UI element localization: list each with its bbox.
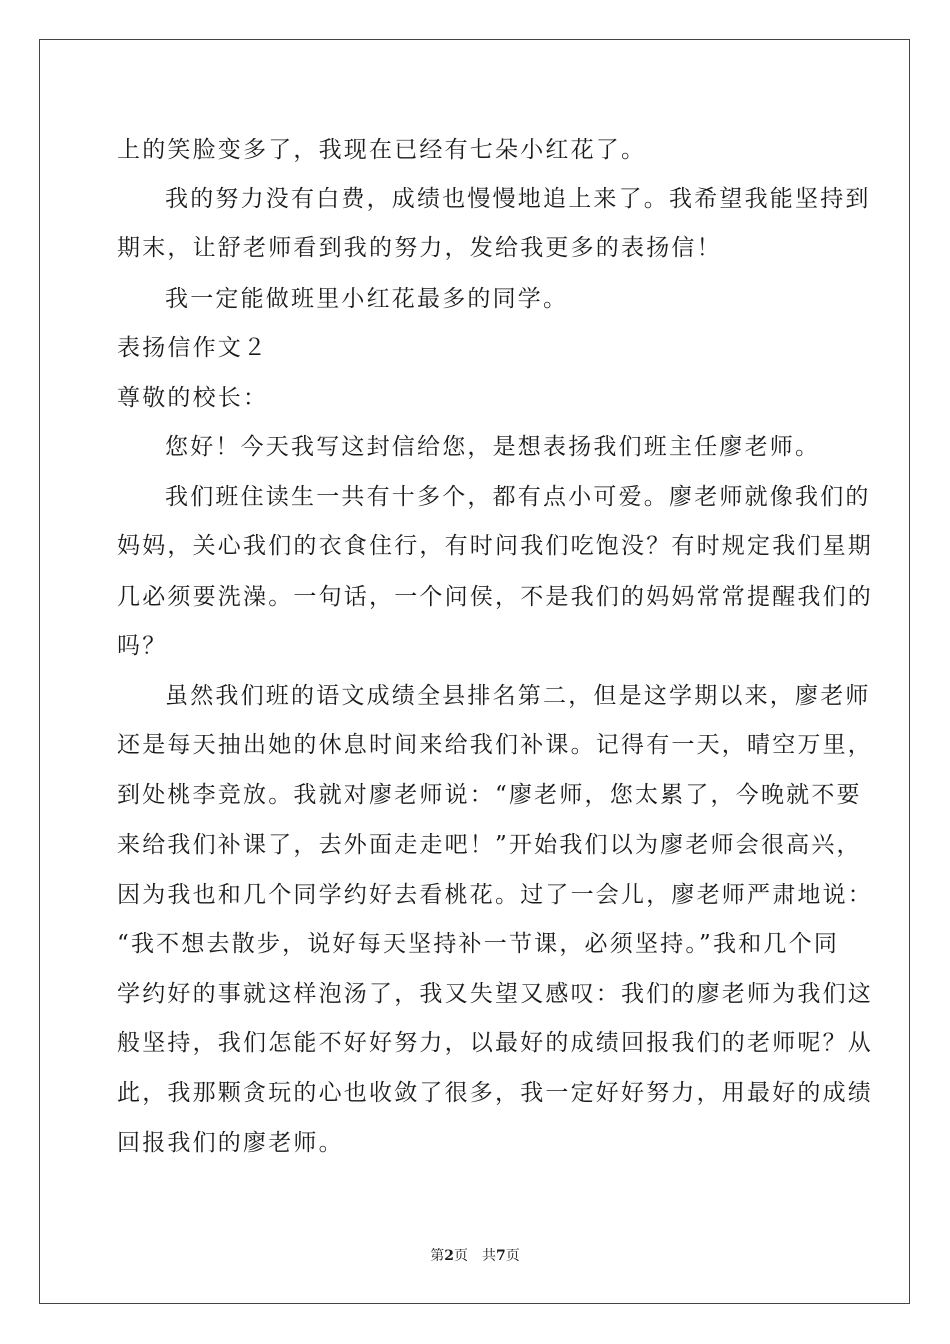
page-number: 2 [444,1248,454,1264]
paragraph-line: 妈妈，关心我们的衣食住行，有时问我们吃饱没？有时规定我们星期 [117,533,873,559]
page-footer [0,1247,950,1265]
paragraph-line: 还是每天抽出她的休息时间来给我们补课。记得有一天，晴空万里， [117,732,873,758]
paragraph-line: 吗？ [117,633,168,659]
paragraph-line: 我的努力没有白费，成绩也慢慢地追上来了。我希望我能坚持到 [165,186,871,212]
paragraph-line: 虽然我们班的语文成绩全县排名第二，但是这学期以来，廖老师 [165,683,871,709]
paragraph-line: 学约好的事就这样泡汤了，我又失望又感叹：我们的廖老师为我们这 [117,981,873,1007]
paragraph-line: 您好！今天我写这封信给您，是想表扬我们班主任廖老师。 [165,434,821,460]
paragraph-line: “我不想去散步，说好每天坚持补一节课，必须坚持。”我和几个同 [117,931,840,957]
page-prefix: 第 [430,1248,445,1264]
paragraph-line: 此，我那颗贪玩的心也收敛了很多，我一定好好努力，用最好的成绩 [117,1080,873,1106]
page-border [39,39,910,1304]
section-heading: 表扬信作文２ [117,335,269,361]
paragraph-line: 因为我也和几个同学约好去看桃花。过了一会儿，廖老师严肃地说： [117,882,873,908]
page-suffix: 页 [454,1248,468,1264]
paragraph-line: 我一定能做班里小红花最多的同学。 [165,286,569,312]
paragraph-line: 来给我们补课了，去外面走走吧！”开始我们以为廖老师会很高兴， [117,832,862,858]
paragraph-line: 我们班住读生一共有十多个，都有点小可爱。廖老师就像我们的 [165,484,871,510]
paragraph-line: 回报我们的廖老师。 [117,1130,344,1156]
paragraph-line: 期末，让舒老师看到我的努力，发给我更多的表扬信！ [117,235,722,261]
salutation: 尊敬的校长： [117,385,269,411]
total-suffix: 页 [505,1248,520,1264]
paragraph-line: 般坚持，我们怎能不好好努力，以最好的成绩回报我们的老师呢？从 [117,1030,873,1056]
paragraph-line: 几必须要洗澡。一句话，一个问侯，不是我们的妈妈常常提醒我们的 [117,584,873,610]
paragraph-line: 到处桃李竞放。我就对廖老师说：“廖老师，您太累了，今晚就不要 [117,782,862,808]
paragraph-line: 上的笑脸变多了，我现在已经有七朵小红花了。 [117,137,647,163]
total-prefix: 共 [482,1248,496,1264]
total-pages: 7 [496,1248,506,1264]
